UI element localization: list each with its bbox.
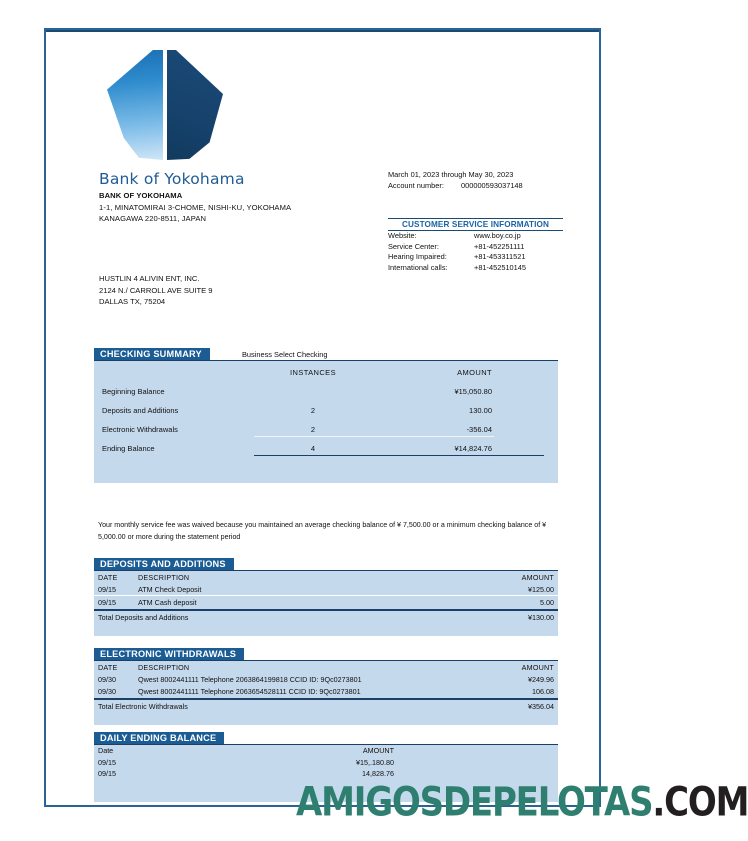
withdrawals-col-date: DATE (98, 662, 118, 672)
deposit-amount: 5.00 (540, 597, 554, 607)
bank-logo-wordmark: Bank of Yokohama (99, 170, 245, 188)
daily-balance-header (94, 732, 558, 745)
withdrawal-date: 09/30 (98, 674, 116, 684)
withdrawals-col-amount: AMOUNT (521, 662, 554, 672)
account-number-value: 000000593037148 (461, 180, 523, 190)
summary-rule-light (254, 436, 494, 437)
customer-service-title: CUSTOMER SERVICE INFORMATION (388, 218, 563, 231)
summary-row-instances: 4 (310, 444, 316, 453)
table-row (94, 596, 558, 608)
customer-service-row (388, 252, 563, 263)
account-type-label: Business Select Checking (242, 350, 328, 359)
daily-balance-amount: 14,828.76 (362, 769, 394, 778)
bank-logo-icon (107, 50, 227, 160)
account-number-label: Account number: (388, 180, 444, 190)
withdrawals-col-description: DESCRIPTION (138, 662, 190, 672)
cs-label-hearing-impaired: Hearing Impaired: (388, 252, 447, 261)
summary-row-amount: 130.00 (469, 406, 492, 415)
table-row (94, 673, 558, 685)
table-row (94, 768, 558, 780)
checking-summary-title: CHECKING SUMMARY (94, 348, 210, 360)
table-bottom-pad (94, 624, 558, 636)
withdrawals-total-row (94, 700, 558, 713)
summary-row-instances: 2 (310, 406, 316, 415)
summary-col-amount: AMOUNT (457, 368, 492, 377)
bank-address (99, 190, 291, 225)
logo-right-wing-icon (167, 50, 223, 160)
summary-row-amount: -356.04 (466, 425, 492, 434)
customer-address (99, 273, 213, 308)
withdrawals-column-headers (94, 661, 558, 673)
summary-row-deposits-additions (94, 406, 558, 425)
checking-summary-header (94, 348, 558, 361)
service-fee-note: Your monthly service fee was waived because you maintained an average checking balance of ¥ 7,500.00 or a minimum checking balance of ¥ 5,000.00 or more during the statement period (98, 521, 547, 541)
summary-row-label: Deposits and Additions (102, 406, 179, 415)
deposits-col-description: DESCRIPTION (138, 572, 190, 582)
deposits-column-headers (94, 571, 558, 583)
customer-address-line-1: 2124 N./ CARROLL AVE SUITE 9 (99, 285, 213, 295)
summary-row-label: Ending Balance (102, 444, 155, 453)
statement-page-frame (44, 28, 601, 807)
deposit-date: 09/15 (98, 584, 116, 594)
deposits-total-label: Total Deposits and Additions (98, 612, 189, 622)
customer-service-row (388, 242, 563, 253)
withdrawal-date: 09/30 (98, 686, 116, 696)
table-row (94, 685, 558, 697)
table-row (94, 757, 558, 769)
withdrawals-header (94, 648, 558, 661)
bank-logo-block (99, 50, 289, 188)
withdrawals-section (94, 648, 558, 725)
account-number-row (388, 181, 523, 192)
deposits-section (94, 558, 558, 636)
withdrawal-description: Qwest 8002441111 Telephone 2063654528111 CCID ID: 9Qc0273801 (138, 686, 361, 696)
withdrawal-amount: ¥249.96 (528, 674, 554, 684)
table-row (94, 583, 558, 595)
withdrawal-amount: 106.08 (532, 686, 554, 696)
deposits-header (94, 558, 558, 571)
customer-address-line-2: DALLAS TX, 75204 (99, 297, 166, 306)
bank-address-line-1: 1-1, MINATOMIRAI 3-CHOME, NISHI-KU, YOKOHAMA (99, 202, 292, 212)
daily-balance-col-amount: AMOUNT (362, 746, 394, 755)
cs-label-website: Website: (388, 231, 417, 240)
deposits-col-amount: AMOUNT (521, 572, 554, 582)
daily-balance-column-headers (94, 745, 558, 757)
customer-service-row (388, 231, 563, 242)
cs-value-hearing-impaired: +81-453311521 (474, 252, 526, 261)
statement-period: March 01, 2023 through May 30, 2023 (388, 170, 514, 179)
deposits-col-date: DATE (98, 572, 118, 582)
daily-balance-col-date: Date (98, 746, 114, 755)
cs-value-international-calls: +81-452510145 (474, 262, 526, 272)
summary-row-amount: ¥14,824.76 (454, 444, 492, 453)
withdrawals-total-amount: ¥356.04 (528, 701, 554, 711)
site-watermark (296, 779, 748, 826)
watermark-tld-text: .COM (652, 779, 748, 827)
customer-name: HUSTLIN 4 ALIVIN ENT, INC. (99, 274, 200, 283)
summary-column-headers (94, 368, 558, 387)
cs-label-international-calls: International calls: (388, 262, 448, 272)
watermark-main-text: AMIGOSDEPELOTAS (296, 779, 653, 827)
daily-balance-title: DAILY ENDING BALANCE (94, 732, 224, 744)
summary-row-ending-balance (94, 444, 558, 463)
deposit-amount: ¥125.00 (528, 584, 554, 594)
customer-service-box (388, 218, 563, 273)
summary-rule-dark (254, 455, 544, 456)
summary-row-label: Beginning Balance (102, 387, 165, 396)
withdrawals-total-label: Total Electronic Withdrawals (98, 701, 188, 711)
withdrawals-table (94, 661, 558, 725)
statement-meta (388, 170, 523, 191)
withdrawal-description: Qwest 8002441111 Telephone 2063864199818 CCID ID: 9Qc0273801 (138, 674, 362, 684)
summary-row-beginning-balance (94, 387, 558, 406)
cs-label-service-center: Service Center: (388, 241, 439, 251)
daily-balance-date: 09/15 (98, 769, 116, 778)
daily-balance-amount: ¥15,.180.80 (356, 757, 394, 767)
logo-left-wing-icon (107, 50, 163, 160)
daily-balance-date: 09/15 (98, 757, 116, 767)
deposit-description: ATM Cash deposit (138, 597, 197, 607)
summary-col-instances: INSTANCES (290, 368, 336, 377)
checking-summary-section (94, 348, 558, 483)
deposit-date: 09/15 (98, 597, 116, 607)
summary-row-instances: 2 (310, 425, 316, 434)
deposits-total-amount: ¥130.00 (528, 612, 554, 622)
summary-row-electronic-withdrawals (94, 425, 558, 444)
checking-summary-table (94, 361, 558, 483)
summary-row-amount: ¥15,050.80 (454, 387, 492, 396)
cs-value-website[interactable]: www.boy.co.jp (474, 231, 521, 240)
withdrawals-title: ELECTRONIC WITHDRAWALS (94, 648, 244, 660)
summary-row-label: Electronic Withdrawals (102, 425, 178, 434)
cs-value-service-center: +81-452251111 (474, 241, 525, 251)
deposits-total-row (94, 611, 558, 624)
deposits-table (94, 571, 558, 636)
deposits-title: DEPOSITS AND ADDITIONS (94, 558, 234, 570)
table-bottom-pad (94, 713, 558, 725)
bank-name: BANK OF YOKOHAMA (99, 191, 183, 200)
customer-service-row (388, 263, 563, 274)
deposit-description: ATM Check Deposit (138, 584, 202, 594)
bank-address-line-2: KANAGAWA 220-8511, JAPAN (99, 214, 207, 223)
statement-content (46, 30, 599, 805)
